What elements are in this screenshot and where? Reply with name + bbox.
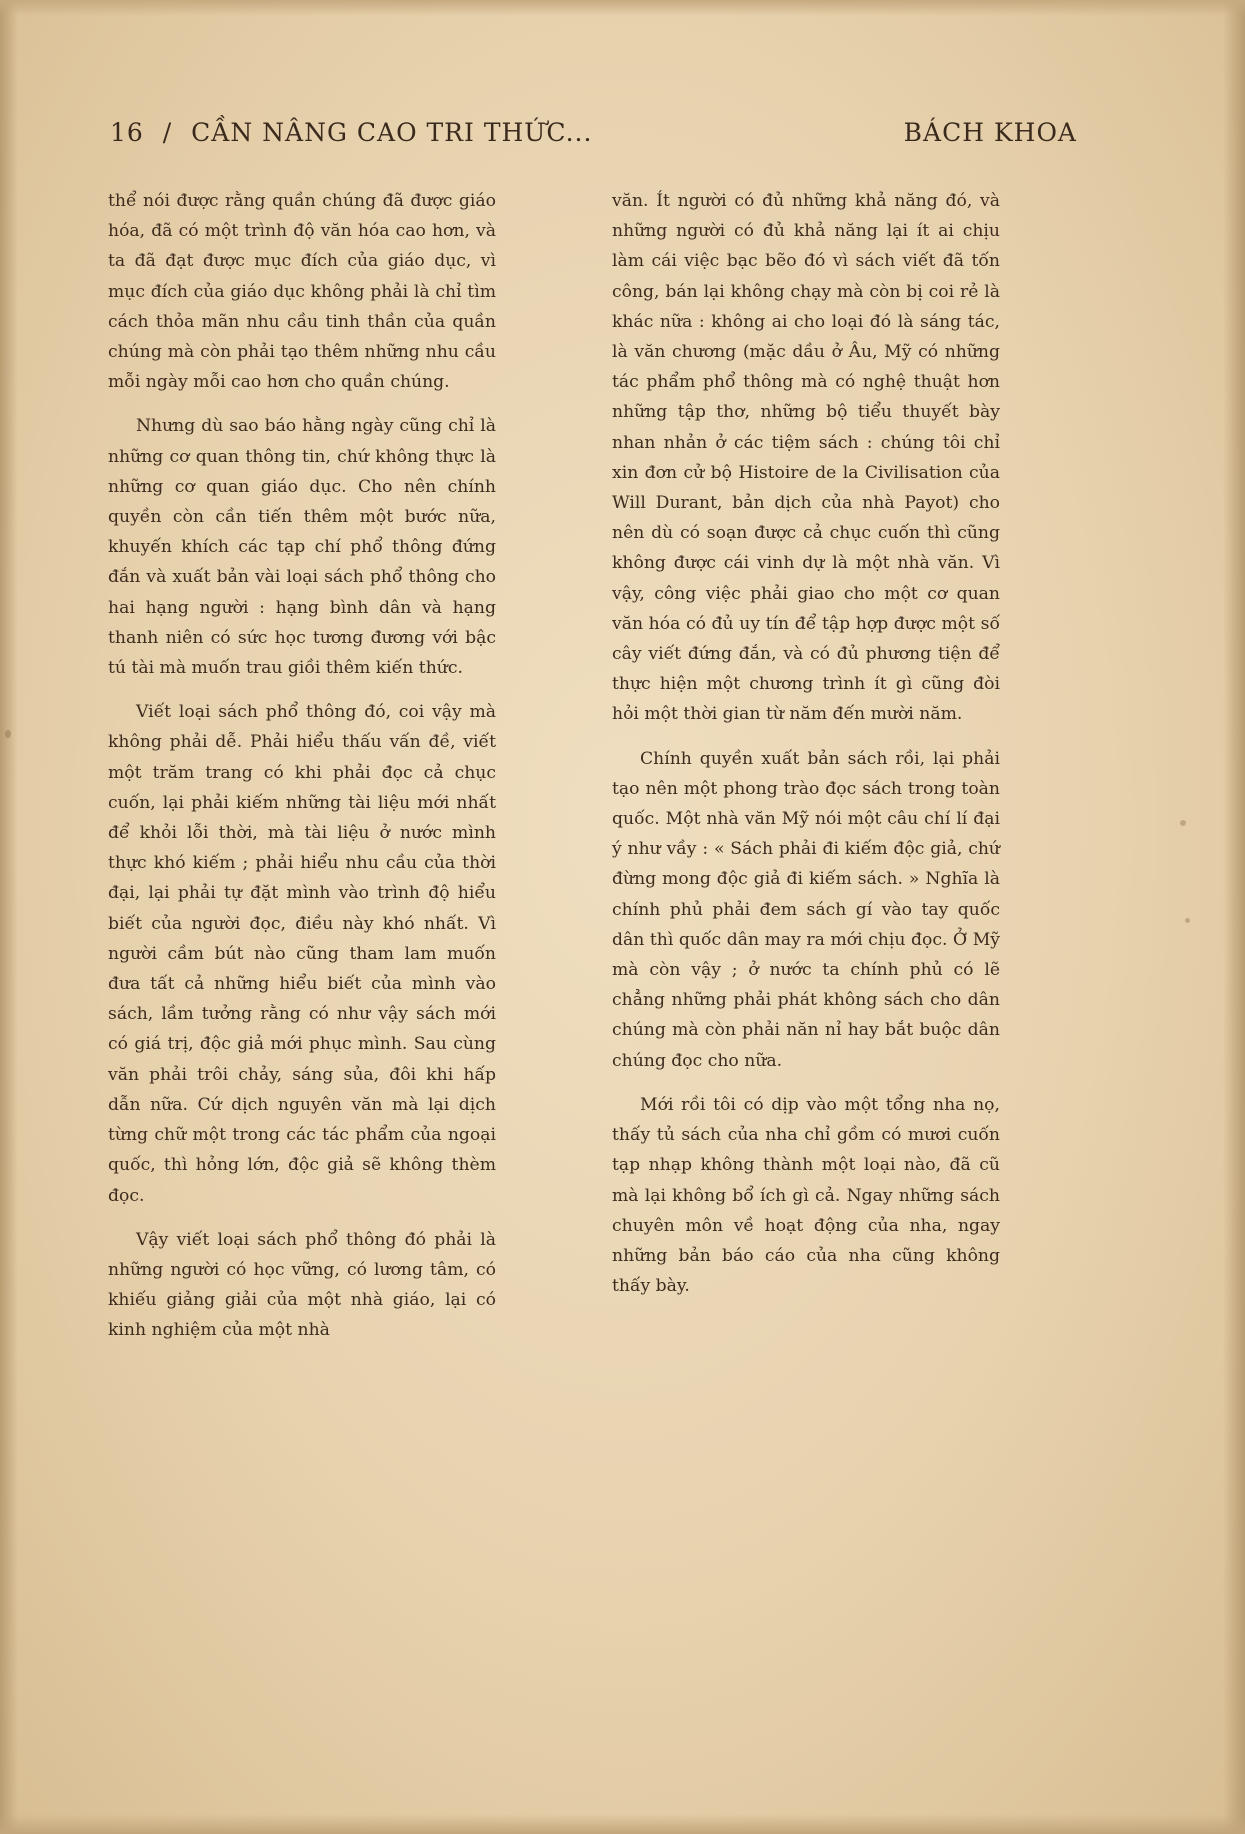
paragraph: thể nói được rằng quần chúng đã được giáo hóa, đã có một trình độ văn hóa cao hơn, và ta đã đạt được mục đích của giáo dục, vì mục đích của giáo dục không phải là chỉ tìm cách thỏa mãn nhu cầu tinh thần của quần chúng mà còn phải tạo thêm những nhu cầu mỗi ngày mỗi cao hơn cho quần chúng. xyxy=(108,191,496,393)
paragraph: Vậy viết loại sách phổ thông đó phải là những người có học vững, có lương tâm, có khiếu giảng giải của một nhà giáo, lại có kinh nghiệm của một nhà xyxy=(108,1229,496,1341)
paragraph: Viết loại sách phổ thông đó, coi vậy mà không phải dễ. Phải hiểu thấu vấn đề, viết một trăm trang có khi phải đọc cả chục cuốn, lại phải kiếm những tài liệu mới nhất để khỏi lỗi thời, mà tài liệu ở nước mình thực khó kiếm ; phải hiểu nhu cầu của thời đại, lại phải tự đặt mình vào trình độ hiểu biết của người đọc, điều này khó nhất. Vì người cầm bút nào cũng tham lam muốn đưa tất cả những hiểu biết của mình vào sách, lầm tưởng rằng có như vậy sách mới có giá trị, độc giả mới phục mình. Sau cùng văn phải trôi chảy, sáng sủa, đôi khi hấp dẫn nữa. Cứ dịch nguyên văn mà lại dịch từng chữ một trong các tác phẩm của ngoại quốc, thì hỏng lớn, độc giả sẽ không thèm đọc. xyxy=(108,702,496,1206)
paper-smudge xyxy=(5,730,11,738)
paper-smudge xyxy=(1185,918,1190,923)
running-title: CẦN NÂNG CAO TRI THỨC... xyxy=(191,118,593,147)
header-separator: / xyxy=(162,118,173,147)
paragraph: văn. Ít người có đủ những khả năng đó, và những người có đủ khả năng lại ít ai chịu làm cái việc bạc bẽo đó vì sách viết đã tốn công, bán lại không chạy mà còn bị coi rẻ là khác nữa : không ai cho loại đó là sáng tác, là văn chương (mặc dầu ở Âu, Mỹ có những tác phẩm phổ thông mà có nghệ thuật hơn những tập thơ, những bộ tiểu thuyết bày nhan nhản ở các tiệm sách : chúng tôi chỉ xin đơn cử bộ Histoire de la Civilisation của Will Durant, bản dịch của nhà Payot) cho nên dù có soạn được cả chục cuốn thì cũng không được cái vinh dự là một nhà văn. Vì vậy, công việc phải giao cho một cơ quan văn hóa có đủ uy tín để tập hợp được một số cây viết đứng đắn, và có đủ phương tiện để thực hiện một chương trình ít gì cũng đòi hỏi một thời gian từ năm đến mười năm. xyxy=(612,191,1000,725)
header-left xyxy=(110,118,592,147)
page-number: 16 xyxy=(110,118,144,147)
magazine-name: BÁCH KHOA xyxy=(903,118,1077,147)
running-header xyxy=(110,118,1077,158)
left-column xyxy=(108,186,496,1360)
page-edge-left xyxy=(0,0,18,1834)
page-edge-bottom xyxy=(0,1814,1245,1834)
right-column xyxy=(612,186,1000,1315)
page-edge-right xyxy=(1223,0,1245,1834)
paper-smudge xyxy=(1180,820,1186,826)
paragraph: Mới rồi tôi có dịp vào một tổng nha nọ, thấy tủ sách của nha chỉ gồm có mươi cuốn tạp nhạp không thành một loại nào, đã cũ mà lại không bổ ích gì cả. Ngay những sách chuyên môn về hoạt động của nha, ngay những bản báo cáo của nha cũng không thấy bày. xyxy=(612,1094,1000,1297)
page-edge-top xyxy=(0,0,1245,16)
paragraph: Nhưng dù sao báo hằng ngày cũng chỉ là những cơ quan thông tin, chứ không thực là những cơ quan giáo dục. Cho nên chính quyền còn cần tiến thêm một bước nữa, khuyến khích các tạp chí phổ thông đứng đắn và xuất bản vài loại sách phổ thông cho hai hạng người : hạng bình dân và hạng thanh niên có sức học tương đương với bậc tú tài mà muốn trau giồi thêm kiến thức. xyxy=(108,416,496,679)
paragraph: Chính quyền xuất bản sách rồi, lại phải tạo nên một phong trào đọc sách trong toàn quốc. Một nhà văn Mỹ nói một câu chí lí đại ý như vầy : « Sách phải đi kiếm độc giả, chứ đừng mong độc giả đi kiếm sách. » Nghĩa là chính phủ phải đem sách gí vào tay quốc dân thì quốc dân may ra mới chịu đọc. Ở Mỹ mà còn vậy ; ở nước ta chính phủ có lẽ chẳng những phải phát không sách cho dân chúng mà còn phải năn nỉ hay bắt buộc dân chúng đọc cho nữa. xyxy=(612,748,1000,1071)
